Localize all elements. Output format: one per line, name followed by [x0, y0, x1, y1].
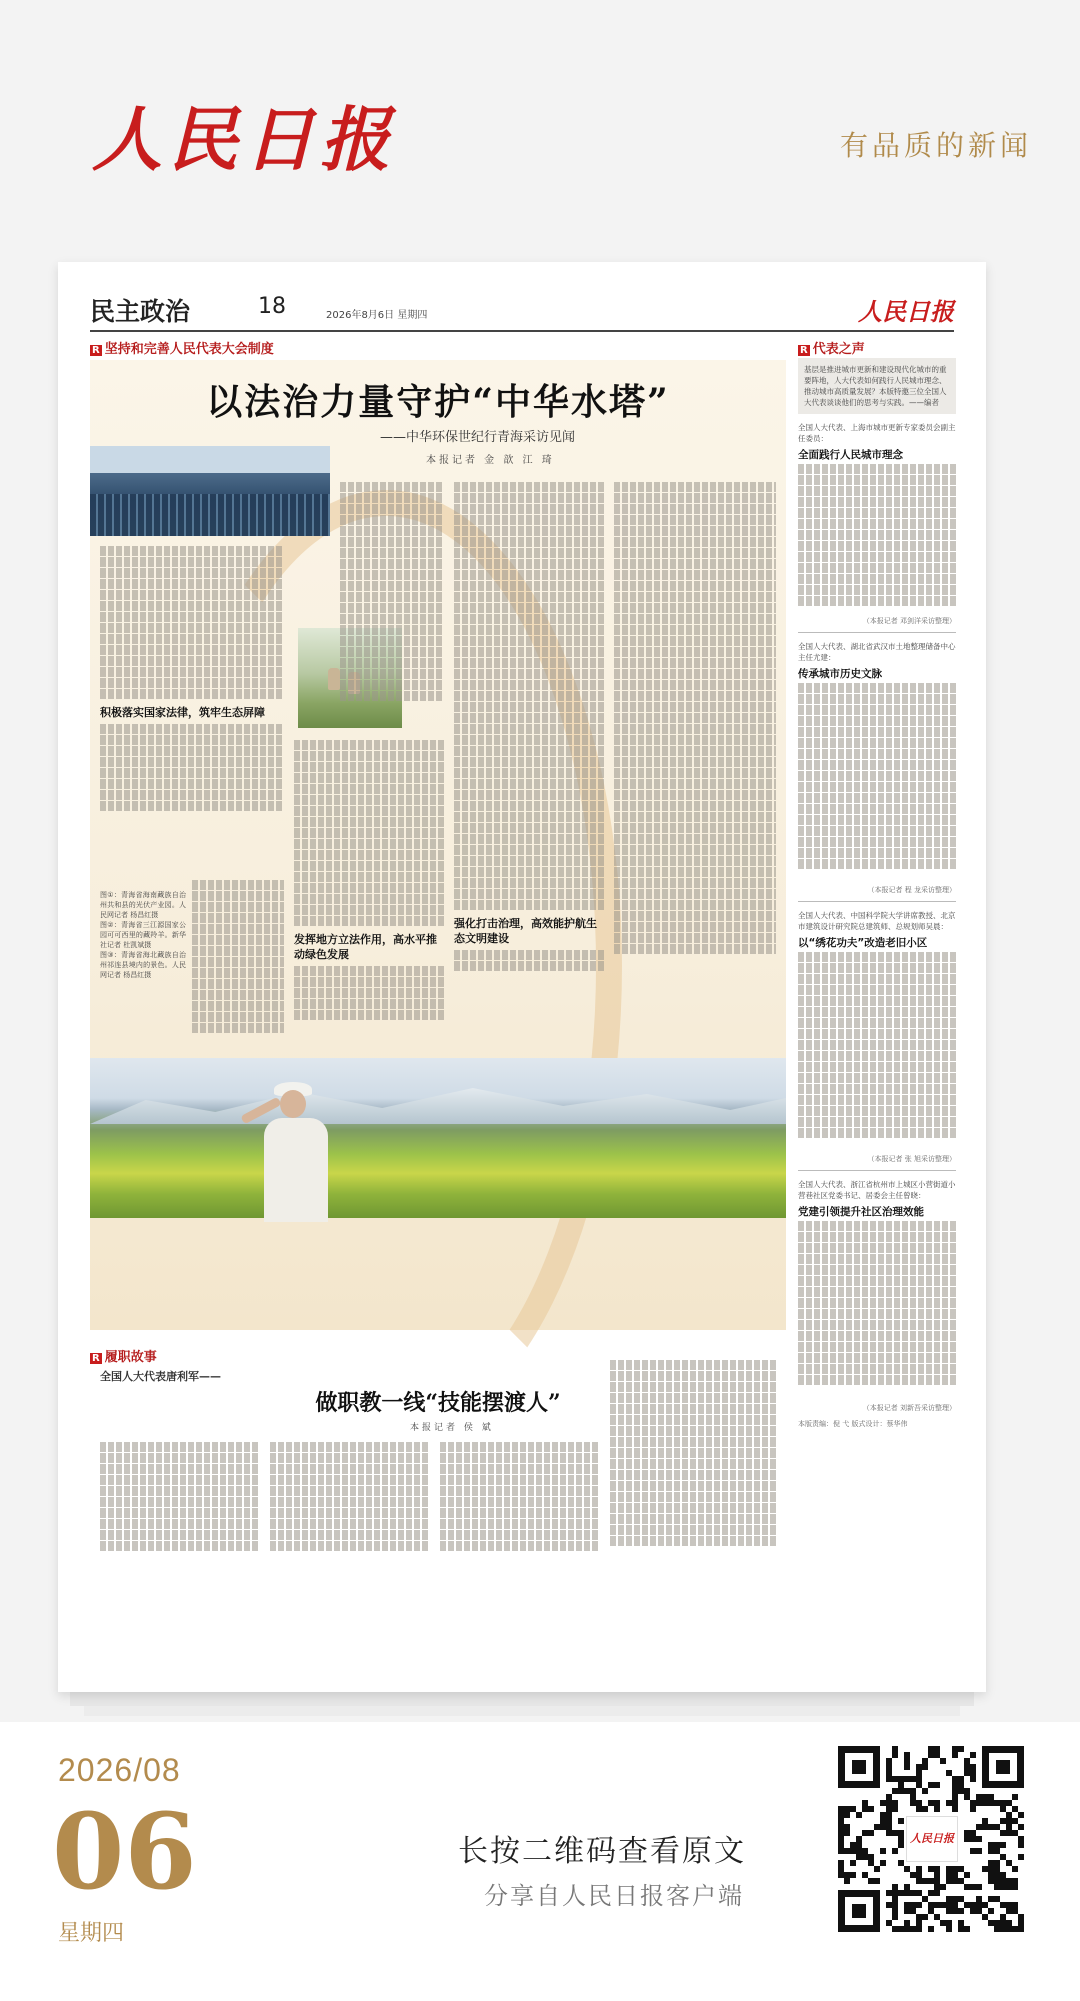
- text-column: [440, 1442, 600, 1562]
- text-column: [100, 1442, 260, 1562]
- main-kicker: R 坚持和完善人民代表大会制度: [92, 342, 274, 357]
- subsection-heading: 强化打击治理，高效能护航生态文明建设: [454, 917, 597, 945]
- qr-module: [922, 1788, 928, 1794]
- qr-module: [1018, 1926, 1024, 1932]
- main-story: [90, 360, 786, 1330]
- text-column: [610, 1360, 776, 1560]
- qr-module: [844, 1830, 850, 1836]
- qr-module: [976, 1848, 982, 1854]
- text-column: [192, 880, 284, 1050]
- r-tag-icon: R: [92, 345, 100, 356]
- page-date: 2026年8月6日 星期四: [326, 310, 428, 321]
- qr-module: [922, 1914, 928, 1920]
- paper-shadow: [70, 1692, 974, 1706]
- qr-module: [1012, 1794, 1018, 1800]
- qilian-landscape-photo: [90, 1058, 786, 1218]
- qr-module: [874, 1866, 880, 1872]
- qr-module: [892, 1848, 898, 1854]
- qr-module: [970, 1806, 976, 1812]
- divider: [798, 1170, 956, 1171]
- text-column: [798, 464, 956, 614]
- newspaper-page[interactable]: [58, 262, 986, 1692]
- rep-intro: 全国人大代表、浙江省杭州市上城区小营街道小营巷社区党委书记、居委会主任曾晓：: [798, 1180, 956, 1200]
- photo-caption: 图②：青海省三江源国家公园可可西里的藏羚羊。新华社记者 杜凯斌摄: [100, 921, 186, 949]
- qr-module: [868, 1830, 874, 1836]
- qr-finder: [838, 1890, 880, 1932]
- qr-module: [934, 1782, 940, 1788]
- footer-weekday: 星期四: [58, 1921, 125, 1946]
- page-credit: 本版责编：倪 弋 版式设计：蔡华伟: [798, 1420, 908, 1428]
- qr-module: [904, 1764, 910, 1770]
- text-column: [798, 1221, 956, 1401]
- text-column: [340, 482, 444, 732]
- qr-module: [916, 1926, 922, 1932]
- rep-note: （本报记者 邓剑洋采访整理）: [862, 617, 956, 625]
- text-column: [270, 1442, 430, 1562]
- solar-farm-photo: [90, 446, 330, 536]
- page-number: 18: [258, 294, 286, 319]
- qr-module: [946, 1926, 952, 1932]
- qr-module: [844, 1878, 850, 1884]
- photo-captions: [100, 890, 186, 1050]
- qr-module: [970, 1752, 976, 1758]
- qr-module: [850, 1860, 856, 1866]
- qr-logo: 人民日报: [906, 1816, 958, 1862]
- qr-code[interactable]: [838, 1746, 1024, 1932]
- rep-note: （本报记者 刘新吾采访整理）: [862, 1404, 956, 1412]
- qr-module: [892, 1752, 898, 1758]
- qr-cta: 长按二维码查看原文: [458, 1834, 746, 1869]
- qr-module: [940, 1884, 946, 1890]
- qr-module: [880, 1848, 886, 1854]
- footer-year-month: 2026/08: [58, 1752, 181, 1788]
- masthead-small: 人民日报: [858, 297, 954, 326]
- qr-module: [1018, 1842, 1024, 1848]
- qr-module: [976, 1884, 982, 1890]
- divider: [798, 901, 956, 902]
- right-kicker: R 代表之声: [800, 342, 865, 357]
- main-subhead: ——中华环保世纪行青海采访见闻: [380, 430, 576, 445]
- divider: [798, 632, 956, 633]
- rep-headline: 全面践行人民城市理念: [798, 449, 903, 461]
- qr-finder: [838, 1746, 880, 1788]
- bottom-subtitle: 全国人大代表唐利军——: [100, 1370, 221, 1383]
- qr-module: [898, 1818, 904, 1824]
- rep-headline: 传承城市历史文脉: [798, 668, 882, 680]
- text-column: [454, 482, 604, 1052]
- qr-module: [970, 1776, 976, 1782]
- people-daily-logo: 人民日报: [92, 98, 396, 181]
- qr-module: [868, 1806, 874, 1812]
- bottom-byline: 本报记者 侯 斌: [410, 1423, 494, 1433]
- qr-module: [952, 1752, 958, 1758]
- r-tag-icon: R: [800, 345, 808, 356]
- section-title: 民主政治: [90, 297, 191, 326]
- qr-module: [958, 1908, 964, 1914]
- qr-module: [988, 1908, 994, 1914]
- rep-headline: 党建引领提升社区治理效能: [798, 1206, 924, 1218]
- qr-module: [1012, 1866, 1018, 1872]
- rep-intro: 全国人大代表、湖北省武汉市土地整理储备中心主任尤建：: [798, 642, 956, 662]
- qr-module: [958, 1746, 964, 1752]
- qr-module: [964, 1926, 970, 1932]
- rep-headline: 以“绣花功夫”改造老旧小区: [798, 937, 928, 949]
- main-headline: 以法治力量守护“中华水塔”: [206, 381, 670, 423]
- qr-module: [922, 1764, 928, 1770]
- app-header: [0, 0, 1080, 260]
- photo-caption: 图③：青海省海北藏族自治州祁连县境内的景色。人民网记者 杨昌红摄: [100, 951, 186, 979]
- subsection-heading: 发挥地方立法作用，高水平推动绿色发展: [294, 933, 437, 961]
- subsection-heading: 积极落实国家法律，筑牢生态屏障: [100, 706, 265, 719]
- qr-module: [844, 1812, 850, 1818]
- footer-day: 06: [52, 1790, 197, 1913]
- qr-module: [892, 1806, 898, 1812]
- text-column: [798, 683, 956, 883]
- text-column: [100, 546, 282, 876]
- qr-module: [880, 1860, 886, 1866]
- main-byline: 本报记者 金 歆 江 琦: [426, 455, 555, 466]
- photo-caption: 图①：青海省海南藏族自治州共和县的光伏产业园。人民网记者 杨昌红摄: [100, 891, 186, 919]
- qr-module: [922, 1806, 928, 1812]
- text-column: [614, 482, 776, 1052]
- page-header: [90, 292, 954, 332]
- r-tag-icon: R: [92, 1353, 100, 1364]
- paper-shadow-2: [84, 1706, 960, 1716]
- qr-finder: [982, 1746, 1024, 1788]
- person-figure: [240, 1082, 330, 1222]
- header-slogan: 有品质的新闻: [839, 129, 1032, 162]
- antelope-figure: [328, 668, 340, 690]
- mountain-range: [90, 1084, 786, 1124]
- editor-note: 基层是推进城市更新和建设现代化城市的重要阵地，人大代表如何践行人民城市理念、推动城市高质量发展？本版特邀三位全国人大代表谈谈他们的思考与实践。——编者: [798, 358, 956, 414]
- representatives-voice-column: [798, 352, 956, 1662]
- qr-module: [916, 1902, 922, 1908]
- share-source: 分享自人民日报客户端: [484, 1882, 744, 1910]
- qr-module: [850, 1872, 856, 1878]
- qr-module: [1012, 1884, 1018, 1890]
- qr-module: [1018, 1812, 1024, 1818]
- bottom-kicker: R 履职故事: [92, 1350, 157, 1365]
- qr-module: [1018, 1824, 1024, 1830]
- qr-module: [1018, 1854, 1024, 1860]
- qr-module: [892, 1914, 898, 1920]
- text-column: [294, 740, 444, 1050]
- qr-module: [928, 1926, 934, 1932]
- qr-module: [940, 1758, 946, 1764]
- qr-module: [964, 1872, 970, 1878]
- qr-module: [874, 1878, 880, 1884]
- qr-module: [1000, 1842, 1006, 1848]
- bottom-story: [90, 1346, 786, 1676]
- rep-note: （本报记者 张 旭采访整理）: [867, 1155, 956, 1163]
- bottom-headline: 做职教一线“技能摆渡人”: [315, 1390, 561, 1416]
- qr-module: [856, 1812, 862, 1818]
- qr-module: [898, 1842, 904, 1848]
- qr-module: [976, 1836, 982, 1842]
- qr-module: [934, 1890, 940, 1896]
- rep-note: （本报记者 程 龙采访整理）: [867, 886, 956, 894]
- text-column: [798, 952, 956, 1152]
- qr-module: [952, 1806, 958, 1812]
- qr-module: [934, 1806, 940, 1812]
- rep-intro: 全国人大代表、上海市城市更新专家委员会副主任委员：: [798, 423, 956, 443]
- rep-intro: 全国人大代表、中国科学院大学讲席教授、北京市建筑设计研究院总建筑师、总规划师吴晨：: [798, 911, 956, 931]
